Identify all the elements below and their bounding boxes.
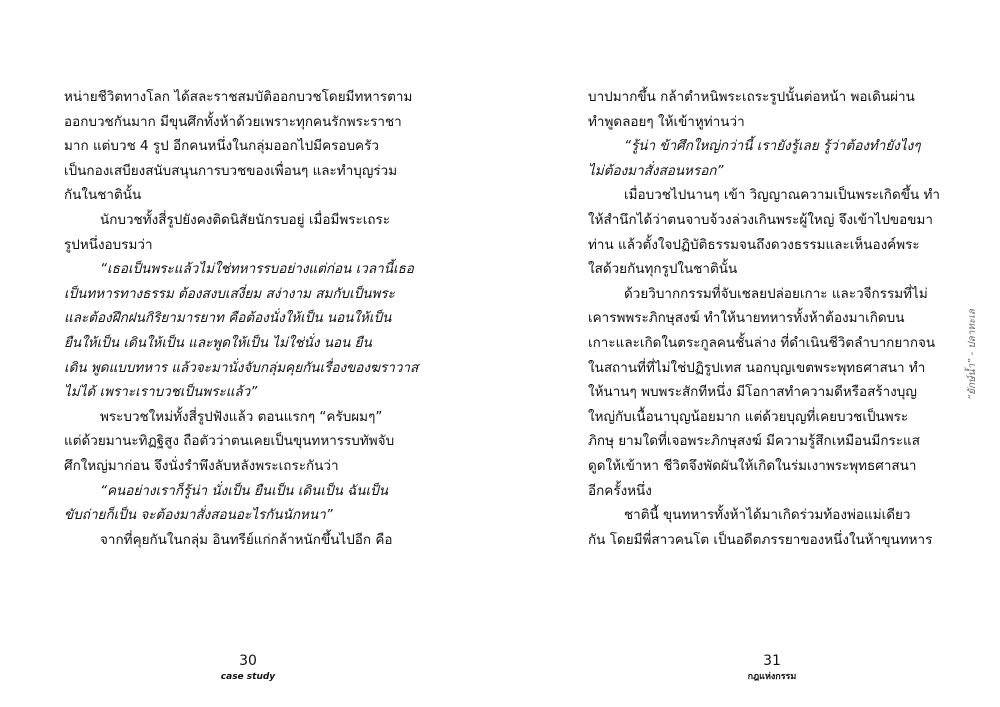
text-line: ดูดให้เข้าหา ชีวิตจึงพัดผันให้เกิดในร่มเงาพระพุทธศาสนา — [588, 457, 917, 474]
page-number: 30 — [239, 653, 257, 669]
text-line: นักบวชทั้งสี่รูปยังคงติดนิสัยนักรบอยู่ เมื่อมีพระเถระ — [100, 211, 391, 228]
text-line: ไม่ต้องมาสั่งสอนหรอก” — [588, 162, 724, 179]
text-line: “รู้น่า ข้าศึกใหญ่กว่านี้ เรายังรู้เลย รู้ว่าต้องทำยังไงๆ — [624, 138, 921, 155]
text-line: ในสถานที่ที่ไม่ใช่ปฏิรูปเทส นอกบุญเขตพระพุทธศาสนา ทำ — [588, 359, 926, 376]
text-line: ออกบวชกันมาก มีขุนศึกทั้งห้าด้วยเพราะทุกคนรักพระราชา — [64, 113, 402, 130]
text-line: แต่ด้วยมานะทิฏฐิสูง ถือตัวว่าตนเคยเป็นขุนทหารรบทัพจับ — [64, 433, 395, 450]
text-line: มาก แต่บวช 4 รูป อีกคนหนึ่งในกลุ่มออกไปมีครอบครัว — [64, 138, 379, 155]
text-line: เดิน พูดแบบทหาร แล้วจะมานั่งจับกลุ่มคุยกันเรื่องของฆราวาส — [64, 359, 419, 376]
text-line: ใสด้วยกันทุกรูปในชาตินั้น — [588, 261, 738, 278]
text-line: ใหญ่กับเนื้อนาบุญน้อยมาก แต่ด้วยบุญที่เคยบวชเป็นพระ — [588, 408, 909, 425]
text-line: พระบวชใหม่ทั้งสี่รูปฟังแล้ว ตอนแรกๆ “ครับผมๆ” — [100, 408, 383, 425]
text-line: จากที่คุยกันในกลุ่ม อินทรีย์แก่กล้าหนักขึ้นไปอีก คือ — [100, 531, 393, 548]
text-line: และต้องฝึกฝนกิริยามารยาท คือต้องนั่งให้เป็น นอนให้เป็น — [64, 310, 392, 327]
text-line: เคารพพระภิกษุสงฆ์ ทำให้นายทหารทั้งห้าต้องมาเกิดบน — [588, 310, 905, 327]
right-footer — [588, 652, 956, 684]
text-line: เกาะและเกิดในตระกูลคนชั้นล่าง ที่ดำเนินชีวิตลำบากยากจน — [588, 334, 936, 351]
text-line: ท่าน แล้วตั้งใจปฏิบัติธรรมจนถึงดวงธรรมและเห็นองค์พระ — [588, 236, 920, 253]
text-line: กัน โดยมีพี่สาวคนโต เป็นอดีตภรรยาของหนึ่งในห้าขุนทหาร — [588, 531, 933, 548]
text-line: ทำพูดลอยๆ ให้เข้าหูท่านว่า — [588, 113, 745, 130]
left-text-column — [64, 85, 432, 552]
running-footer-label: กฎแห่งกรรม — [747, 672, 797, 682]
text-line: อีกครั้งหนึ่ง — [588, 482, 652, 499]
left-footer — [64, 652, 432, 684]
text-line: ยืนให้เป็น เดินให้เป็น และพูดให้เป็น ไม่ใช่นั่ง นอน ยืน — [64, 334, 372, 351]
text-line: บาปมากขึ้น กล้าตำหนิพระเถระรูปนั้นต่อหน้า พอเดินผ่าน — [588, 89, 915, 105]
right-text-column — [588, 85, 956, 552]
text-line: รูปหนึ่งอบรมว่า — [64, 236, 153, 253]
running-footer-label: case study — [220, 672, 276, 682]
text-line: “เธอเป็นพระแล้วไม่ใช่ทหารรบอย่างแต่ก่อน เวลานี้เธอ — [100, 261, 414, 278]
margin-note: “ยักษ์น้ำ” - ปลาทะเล — [967, 309, 978, 401]
text-line: เมื่อบวชไปนานๆ เข้า วิญญาณความเป็นพระเกิดขึ้น ทำ — [624, 187, 940, 204]
text-line: ชาตินี้ ขุนทหารทั้งห้าได้มาเกิดร่วมท้องพ่อแม่เดียว — [624, 507, 911, 524]
text-line: ให้นานๆ พบพระสักทีหนึ่ง มีโอกาสทำความดีหรือสร้างบุญ — [588, 384, 917, 401]
text-line: ศึกใหญ่มาก่อน จึงนั่งรำพึงลับหลังพระเถระกันว่า — [64, 457, 339, 474]
text-line: ไม่ได้ เพราะเราบวชเป็นพระแล้ว” — [64, 384, 258, 401]
text-line: ขับถ่ายก็เป็น จะต้องมาสั่งสอนอะไรกันนักหนา” — [64, 507, 333, 524]
text-line: กันในชาตินั้น — [64, 187, 142, 204]
text-line: “คนอย่างเราก็รู้น่า นั่งเป็น ยืนเป็น เดินเป็น ฉันเป็น — [100, 482, 388, 499]
text-line: ให้สำนึกได้ว่าตนจาบจ้วงล่วงเกินพระผู้ใหญ่ จึงเข้าไปขอขมา — [588, 211, 933, 228]
text-line: ภิกษุ ยามใดที่เจอพระภิกษุสงฆ์ มีความรู้สึกเหมือนมีกระแส — [588, 433, 920, 450]
page-number: 31 — [763, 653, 781, 669]
right-page — [500, 0, 1000, 707]
text-line: หน่ายชีวิตทางโลก ได้สละราชสมบัติออกบวชโดยมีทหารตาม — [64, 89, 413, 105]
text-line: ด้วยวิบากกรรมที่จับเชลยปล่อยเกาะ และวจีกรรมที่ไม่ — [624, 285, 928, 302]
text-line: เป็นทหารทางธรรม ต้องสงบเสงี่ยม สง่างาม สมกับเป็นพระ — [64, 285, 395, 302]
text-line: เป็นกองเสบียงสนับสนุนการบวชของเพื่อนๆ และทำบุญร่วม — [64, 162, 398, 179]
